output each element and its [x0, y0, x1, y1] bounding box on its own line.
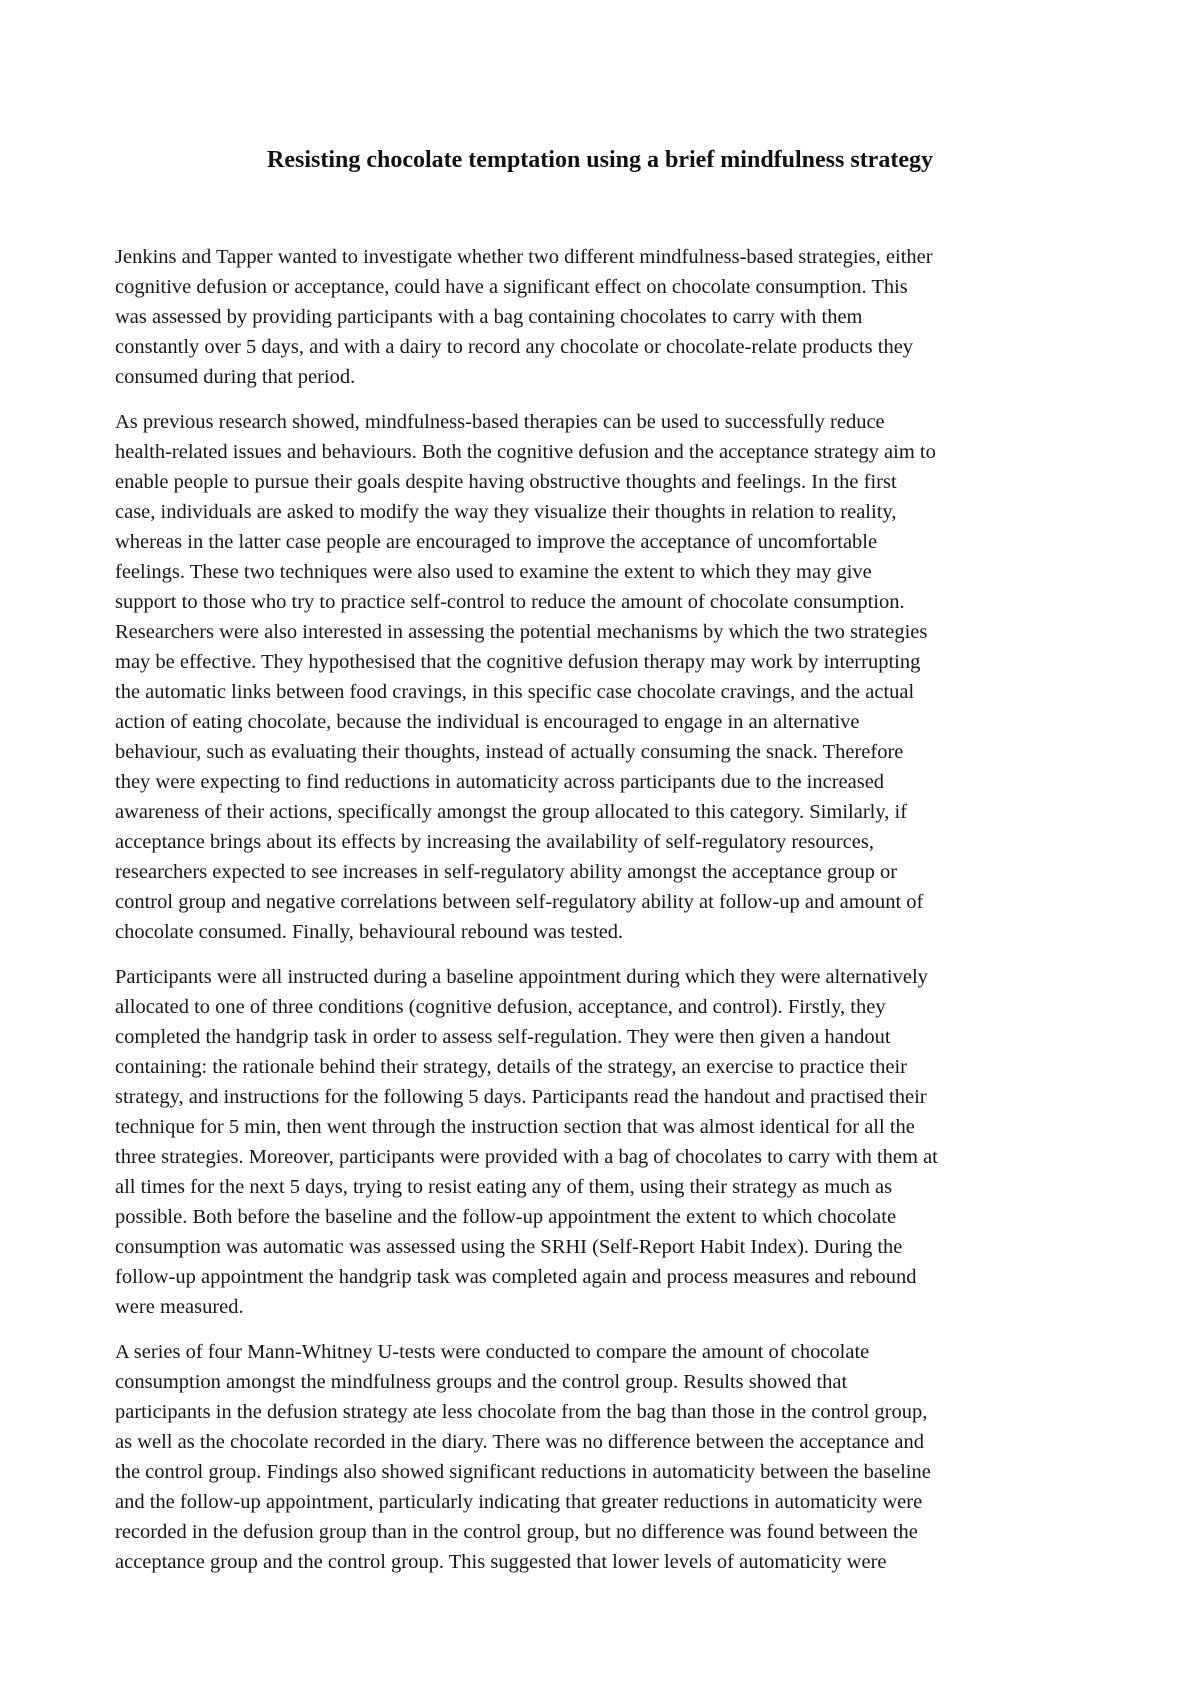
paragraph-line: acceptance group and the control group. This suggested that lower levels of automaticity were [115, 1551, 887, 1573]
paragraph-line: were measured. [115, 1296, 244, 1318]
paragraph-line: recorded in the defusion group than in the control group, but no difference was found between the [115, 1521, 918, 1543]
paragraph-line: control group and negative correlations between self-regulatory ability at follow-up and amount of [115, 891, 924, 913]
paragraph-line: Jenkins and Tapper wanted to investigate whether two different mindfulness-based strategies, either [115, 246, 933, 268]
paragraph-line: A series of four Mann-Whitney U-tests were conducted to compare the amount of chocolate [115, 1341, 870, 1363]
paragraph-line: technique for 5 min, then went through the instruction section that was almost identical for all the [115, 1116, 915, 1138]
paragraph-3 [115, 962, 1105, 1322]
paragraph-line: constantly over 5 days, and with a dairy to record any chocolate or chocolate-relate products they [115, 336, 914, 358]
paragraph-line: strategy, and instructions for the following 5 days. Participants read the handout and practised their [115, 1086, 927, 1108]
paragraph-line: consumption amongst the mindfulness groups and the control group. Results showed that [115, 1371, 848, 1393]
paragraph-line: feelings. These two techniques were also used to examine the extent to which they may give [115, 561, 872, 583]
paragraph-line: participants in the defusion strategy ate less chocolate from the bag than those in the control group, [115, 1401, 928, 1423]
paragraph-line: the automatic links between food cravings, in this specific case chocolate cravings, and the actual [115, 681, 915, 703]
paragraph-line: as well as the chocolate recorded in the diary. There was no difference between the acceptance and [115, 1431, 924, 1453]
paragraph-line: health-related issues and behaviours. Both the cognitive defusion and the acceptance strategy aim to [115, 441, 936, 463]
paragraph-line: follow-up appointment the handgrip task was completed again and process measures and rebound [115, 1266, 917, 1288]
paragraph-line: As previous research showed, mindfulness-based therapies can be used to successfully reduce [115, 411, 885, 433]
paragraph-line: Researchers were also interested in assessing the potential mechanisms by which the two strategies [115, 621, 928, 643]
paragraph-line: acceptance brings about its effects by increasing the availability of self-regulatory resources, [115, 831, 874, 853]
paragraph-line: allocated to one of three conditions (cognitive defusion, acceptance, and control). Firstly, they [115, 996, 886, 1018]
paragraph-line: was assessed by providing participants with a bag containing chocolates to carry with them [115, 306, 863, 328]
paragraph-4 [115, 1337, 1105, 1577]
paragraph-line: whereas in the latter case people are encouraged to improve the acceptance of uncomfortable [115, 531, 878, 553]
paragraph-line: enable people to pursue their goals despite having obstructive thoughts and feelings. In the first [115, 471, 897, 493]
document-body [115, 242, 1105, 1592]
paragraph-line: all times for the next 5 days, trying to resist eating any of them, using their strategy as much as [115, 1176, 893, 1198]
paragraph-line: possible. Both before the baseline and the follow-up appointment the extent to which chocolate [115, 1206, 897, 1228]
document-title: Resisting chocolate temptation using a brief mindfulness strategy [267, 147, 933, 173]
paragraph-1 [115, 242, 1105, 392]
paragraph-2 [115, 407, 1105, 947]
paragraph-line: consumed during that period. [115, 366, 356, 388]
paragraph-line: may be effective. They hypothesised that the cognitive defusion therapy may work by interrupting [115, 651, 921, 673]
paragraph-line: cognitive defusion or acceptance, could have a significant effect on chocolate consumption. This [115, 276, 908, 298]
paragraph-line: three strategies. Moreover, participants were provided with a bag of chocolates to carry with them at [115, 1146, 938, 1168]
paragraph-line: behaviour, such as evaluating their thoughts, instead of actually consuming the snack. Therefore [115, 741, 904, 763]
paragraph-line: action of eating chocolate, because the individual is encouraged to engage in an alternative [115, 711, 860, 733]
paragraph-line: awareness of their actions, specifically amongst the group allocated to this category. Similarly, if [115, 801, 908, 823]
paragraph-line: containing: the rationale behind their strategy, details of the strategy, an exercise to practice their [115, 1056, 907, 1078]
paragraph-line: completed the handgrip task in order to assess self-regulation. They were then given a handout [115, 1026, 891, 1048]
paragraph-line: and the follow-up appointment, particularly indicating that greater reductions in automaticity were [115, 1491, 923, 1513]
paragraph-line: researchers expected to see increases in self-regulatory ability amongst the acceptance group or [115, 861, 898, 883]
paragraph-line: support to those who try to practice self-control to reduce the amount of chocolate consumption. [115, 591, 905, 613]
paragraph-line: Participants were all instructed during a baseline appointment during which they were alternatively [115, 966, 928, 988]
paragraph-line: chocolate consumed. Finally, behavioural rebound was tested. [115, 921, 624, 943]
paragraph-line: case, individuals are asked to modify the way they visualize their thoughts in relation to reality, [115, 501, 897, 523]
paragraph-line: they were expecting to find reductions in automaticity across participants due to the increased [115, 771, 885, 793]
paragraph-line: consumption was automatic was assessed using the SRHI (Self-Report Habit Index). During the [115, 1236, 903, 1258]
paragraph-line: the control group. Findings also showed significant reductions in automaticity between the baseline [115, 1461, 931, 1483]
